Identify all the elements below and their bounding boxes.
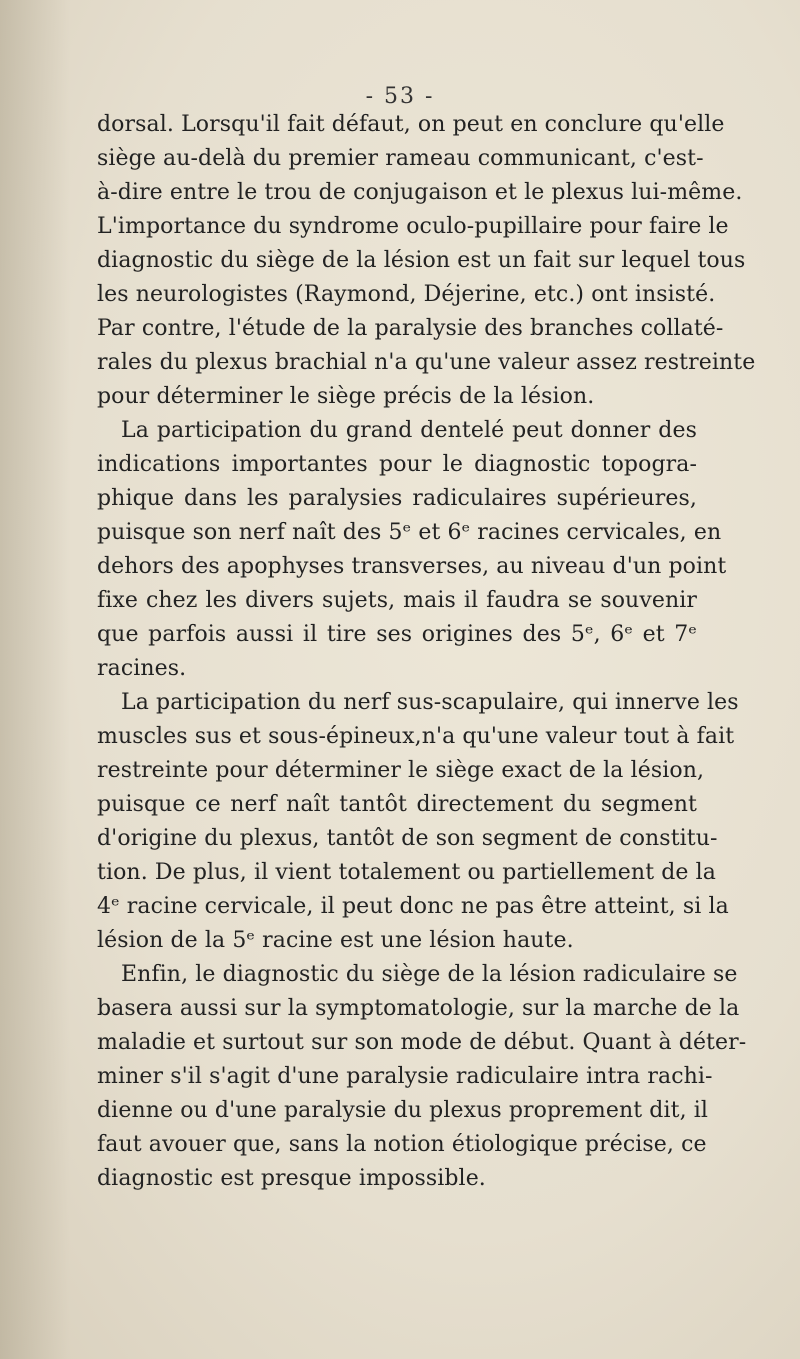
- text-line: phique dans les paralysies radiculaires supérieures,: [97, 486, 697, 511]
- text-line: maladie et surtout sur son mode de début. Quant à déter-: [97, 1030, 747, 1055]
- text-line: La participation du grand dentelé peut donner des: [121, 418, 697, 443]
- text-line: puisque son nerf naît des 5ᵉ et 6ᵉ racines cervicales, en: [97, 520, 722, 545]
- text-line: basera aussi sur la symptomatologie, sur la marche de la: [97, 996, 740, 1021]
- page-edge-shadow: [0, 0, 70, 1359]
- text-line: restreinte pour déterminer le siège exact de la lésion,: [97, 758, 705, 783]
- text-line: que parfois aussi il tire ses origines des 5ᵉ, 6ᵉ et 7ᵉ: [97, 622, 697, 647]
- body-text: [97, 108, 756, 1196]
- text-line: diagnostic du siège de la lésion est un fait sur lequel tous: [97, 248, 746, 273]
- text-line: miner s'il s'agit d'une paralysie radiculaire intra rachi-: [97, 1064, 713, 1089]
- text-line: à-dire entre le trou de conjugaison et le plexus lui-même.: [97, 180, 743, 205]
- text-line: pour déterminer le siège précis de la lésion.: [97, 384, 595, 409]
- text-line: d'origine du plexus, tantôt de son segment de constitu-: [97, 826, 718, 851]
- text-line: L'importance du syndrome oculo-pupillaire pour faire le: [97, 214, 729, 239]
- text-line: La participation du nerf sus-scapulaire, qui innerve les: [121, 690, 739, 715]
- text-line: 4ᵉ racine cervicale, il peut donc ne pas être atteint, si la: [97, 894, 729, 919]
- text-line: faut avouer que, sans la notion étiologique précise, ce: [97, 1132, 707, 1157]
- text-line: dorsal. Lorsqu'il fait défaut, on peut en conclure qu'elle: [97, 112, 725, 137]
- text-line: siège au-delà du premier rameau communicant, c'est-: [97, 146, 704, 171]
- text-line: Enfin, le diagnostic du siège de la lésion radiculaire se: [121, 962, 738, 987]
- text-line: fixe chez les divers sujets, mais il faudra se souvenir: [97, 588, 697, 613]
- text-line: dehors des apophyses transverses, au niveau d'un point: [97, 554, 727, 579]
- text-line: puisque ce nerf naît tantôt directement du segment: [97, 792, 697, 817]
- text-line: indications importantes pour le diagnostic topogra-: [97, 452, 697, 477]
- text-line: diagnostic est presque impossible.: [97, 1166, 486, 1191]
- text-line: lésion de la 5ᵉ racine est une lésion haute.: [97, 928, 574, 953]
- text-line: tion. De plus, il vient totalement ou partiellement de la: [97, 860, 716, 885]
- page-number: - 53 -: [365, 84, 435, 109]
- text-line: Par contre, l'étude de la paralysie des branches collaté-: [97, 316, 724, 341]
- text-line: dienne ou d'une paralysie du plexus proprement dit, il: [97, 1098, 709, 1123]
- text-line: les neurologistes (Raymond, Déjerine, etc.) ont insisté.: [97, 282, 716, 307]
- text-line: rales du plexus brachial n'a qu'une valeur assez restreinte: [97, 350, 756, 375]
- text-line: racines.: [97, 656, 187, 681]
- text-line: muscles sus et sous-épineux,n'a qu'une valeur tout à fait: [97, 724, 735, 749]
